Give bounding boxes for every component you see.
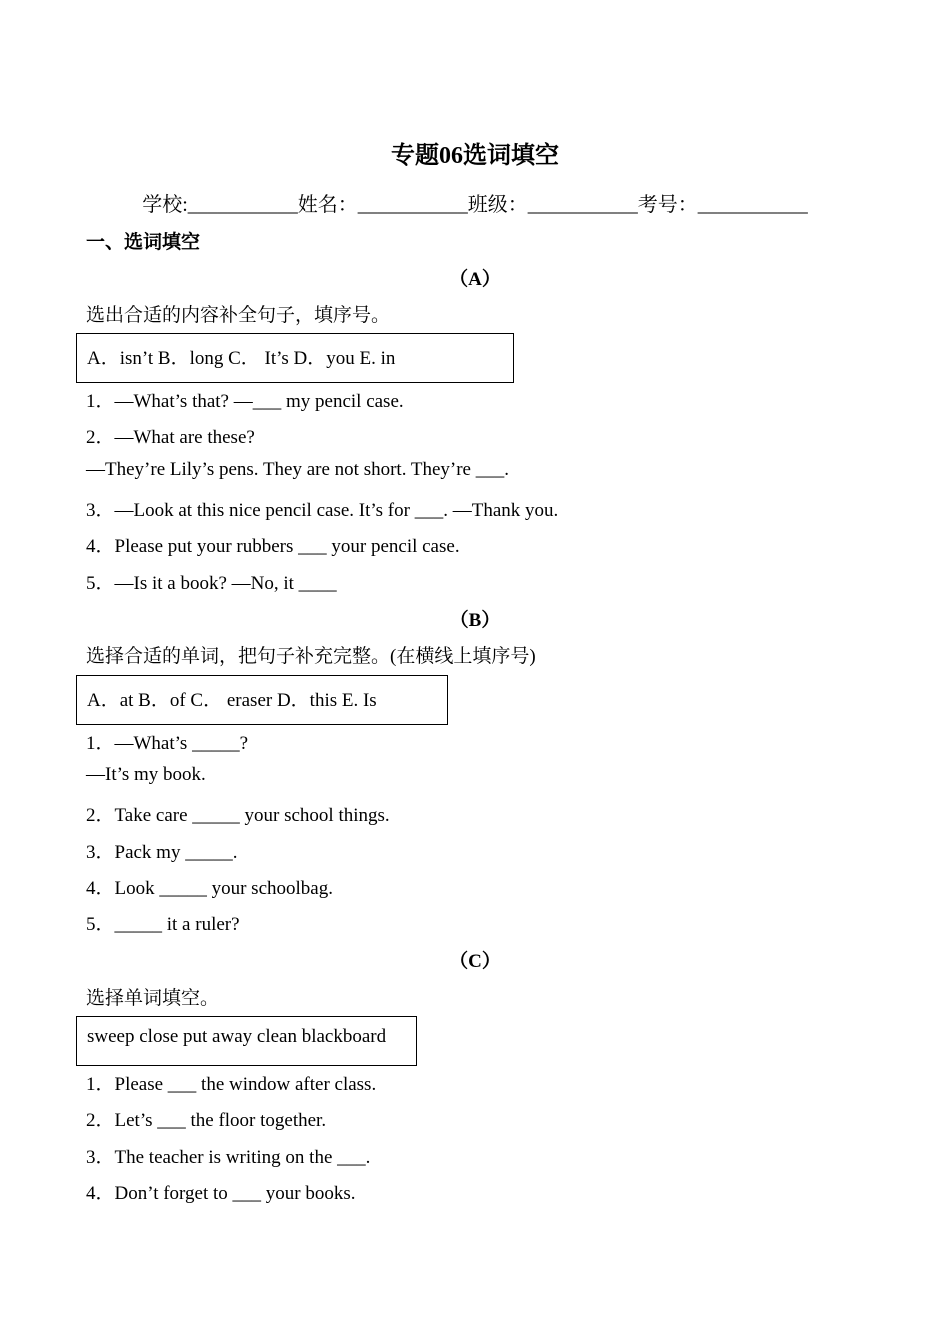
part-a-label: （A） — [449, 269, 501, 290]
part-a-question-4: 4．Please put your rubbers ___ your pencil case. — [86, 536, 460, 557]
part-b-word-box: A．at B．of C． eraser D．this E. Is — [76, 675, 448, 725]
student-info-line: 学校:___________姓名：___________班级：___________考号：___________ — [142, 194, 808, 216]
part-a-question-5: 5．—Is it a book? —No, it ____ — [86, 573, 337, 594]
part-c-label: （C） — [449, 951, 501, 972]
part-a-question-3: 3．—Look at this nice pencil case. It’s for ___. —Thank you. — [86, 500, 559, 521]
part-c-question-2: 2．Let’s ___ the floor together. — [86, 1110, 327, 1131]
part-b-label: （B） — [449, 610, 501, 631]
part-a-question-2: 2．—What are these? — [86, 427, 255, 448]
section-heading: 一、选词填空 — [86, 232, 201, 253]
part-a-word-box: A．isn’t B．long C． It’s D．you E. in — [76, 333, 514, 383]
part-b-question-3: 3．Pack my _____. — [86, 842, 238, 863]
part-a-instruction: 选出合适的内容补全句子，填序号。 — [86, 305, 391, 326]
part-c-question-3: 3．The teacher is writing on the ___. — [86, 1147, 371, 1168]
part-b-instruction: 选择合适的单词，把句子补充完整。(在横线上填序号) — [86, 646, 536, 667]
part-b-question-1: 1．—What’s _____? — [86, 733, 249, 754]
part-a-question-1: 1．—What’s that? —___ my pencil case. — [86, 391, 404, 412]
part-b-question-4: 4．Look _____ your schoolbag. — [86, 878, 333, 899]
part-c-instruction: 选择单词填空。 — [86, 988, 220, 1009]
part-b-question-5: 5．_____ it a ruler? — [86, 914, 240, 935]
part-b-answer-1: —It’s my book. — [86, 764, 206, 785]
part-a-answer-2: —They’re Lily’s pens. They are not short. They’re ___. — [86, 459, 509, 480]
part-c-word-box: sweep close put away clean blackboard — [76, 1016, 417, 1066]
part-b-question-2: 2．Take care _____ your school things. — [86, 805, 390, 826]
part-c-question-1: 1．Please ___ the window after class. — [86, 1074, 377, 1095]
page-title: 专题06选词填空 — [391, 143, 559, 169]
part-c-question-4: 4．Don’t forget to ___ your books. — [86, 1183, 356, 1204]
